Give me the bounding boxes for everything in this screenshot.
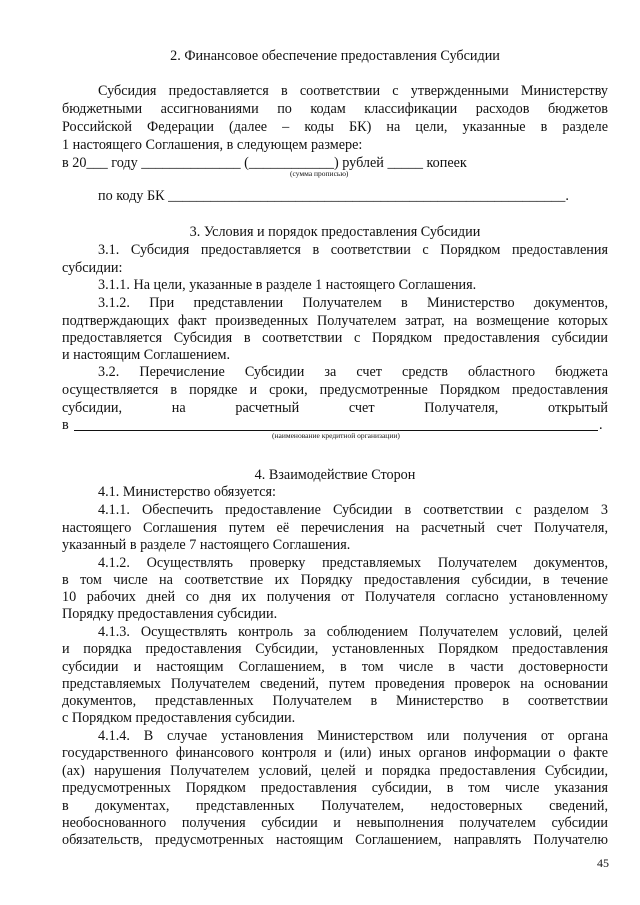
paragraph-line: Российской Федерации (далее – коды БК) на цели, указанные в разделе [62,119,608,135]
paragraph-line: 3.2. Перечисление Субсидии за счет средств областного бюджета [98,364,608,380]
paragraph-line: в документах, представленных Получателем, недостоверных сведений, [62,798,608,814]
amount-hint: (сумма прописью) [290,169,349,178]
paragraph-line: предоставляется Субсидия в соответствии с Порядком предоставления субсидии [62,330,608,346]
paragraph-line: субсидии, на расчетный счет Получателя, открытый [62,400,608,416]
paragraph-line: осуществляется в порядке и сроки, предусмотренные Порядком предоставления [62,382,608,398]
section-2-title: 2. Финансовое обеспечение предоставления Субсидии [170,48,500,64]
page-number: 45 [597,856,609,870]
paragraph-line: 4.1.1. Обеспечить предоставление Субсидии в соответствии с разделом 3 [98,502,608,518]
paragraph-line: документов, представленных Получателем в Министерство в соответствии [62,693,608,709]
bank-hint: (наименование кредитной организации) [272,431,400,440]
paragraph-line: Субсидия предоставляется в соответствии с утвержденными Министерству [98,83,608,99]
paragraph-line: необоснованного получения субсидии и невыполнения получателем субсидии [62,815,608,831]
amount-line: в 20___ году ______________ (____________) рублей _____ копеек [62,155,467,171]
section-3-title: 3. Условия и порядок предоставления Субсидии [189,224,481,240]
paragraph-line: 4.1. Министерство обязуется: [98,484,276,500]
paragraph-line: 4.1.4. В случае установления Министерством или получения от органа [98,728,608,744]
paragraph-line: указанный в разделе 7 настоящего Соглашения. [62,537,351,553]
paragraph-line: 10 рабочих дней со дня их получения от Получателя согласно установленному [62,589,608,605]
paragraph-line: государственного финансового контроля и (или) иных органов информации о факте [62,745,608,761]
paragraph-line: 1 настоящего Соглашения, в следующем размере: [62,137,363,153]
paragraph-line: представляемых Получателем сведений, путем проведения проверок на основании [62,676,608,692]
bank-line-prefix: в [62,417,69,433]
paragraph-line: 4.1.3. Осуществлять контроль за соблюдением Получателем условий, целей [98,624,608,640]
paragraph-line: и порядка предоставления Субсидии, установленных Порядком предоставления [62,641,608,657]
section-4-title: 4. Взаимодействие Сторон [254,467,416,483]
paragraph-line: бюджетными ассигнованиями по кодам классификации расходов бюджетов [62,101,608,117]
paragraph-line: предусмотренных Порядком предоставления субсидии, в том числе указания [62,780,608,796]
paragraph-line: субсидии и настоящим Соглашением, в том числе в части достоверности [62,659,608,675]
paragraph-line: Порядку предоставления субсидии. [62,606,278,622]
paragraph-line: (ах) нарушения Получателем условий, целей и порядка предоставления Субсидии, [62,763,608,779]
paragraph-line: и настоящим Соглашением. [62,347,230,363]
paragraph-line: 3.1. Субсидия предоставляется в соответствии с Порядком предоставления [98,242,608,258]
paragraph-line: настоящего Соглашения путем её перечисления на расчетный счет Получателя, [62,520,608,536]
paragraph-line: 4.1.2. Осуществлять проверку представляемых Получателем документов, [98,555,608,571]
paragraph-line: 3.1.2. При представлении Получателем в Министерство документов, [98,295,608,311]
paragraph-line: обязательств, предусмотренных настоящим Соглашением, направлять Получателю [62,832,608,848]
paragraph-line: 3.1.1. На цели, указанные в разделе 1 настоящего Соглашения. [98,277,477,293]
paragraph-line: с Порядком предоставления субсидии. [62,710,296,726]
paragraph-line: субсидии: [62,260,123,276]
paragraph-line: в том числе на соответствие их Порядку предоставления субсидии, в течение [62,572,608,588]
paragraph-line: подтверждающих факт произведенных Получателем затрат, на возмещение которых [62,313,608,329]
bank-line-end: . [599,417,603,433]
bk-code-line: по коду БК ________________________________________________________. [98,188,569,204]
